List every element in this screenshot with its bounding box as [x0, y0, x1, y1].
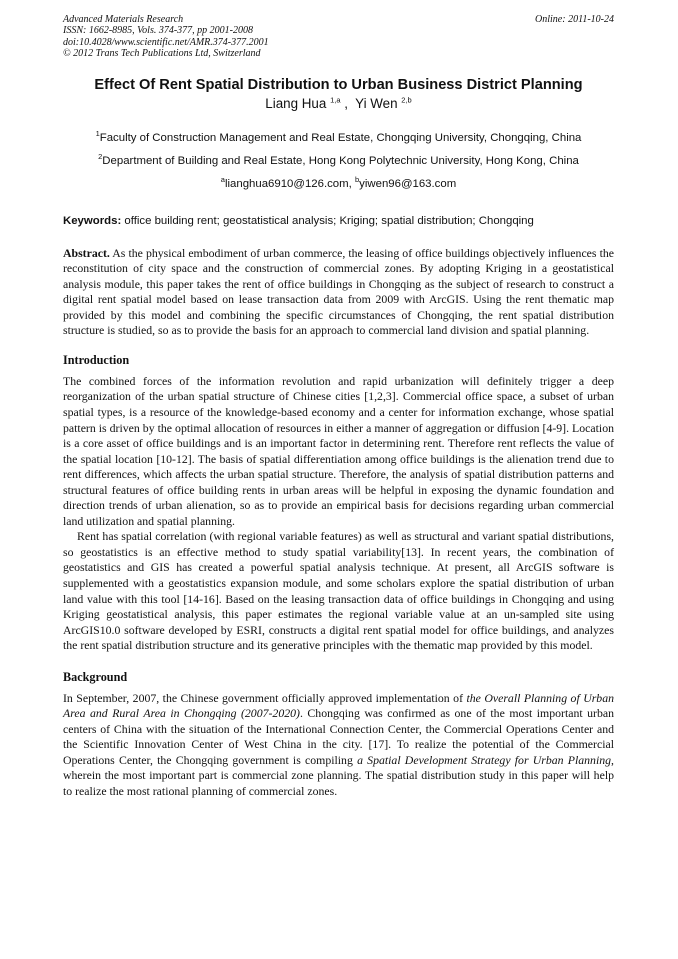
journal-header — [63, 14, 614, 60]
affiliation-text: Faculty of Construction Management and Real Estate, Chongqing University, Chongqing, China — [99, 131, 582, 144]
text-run: In September, 2007, the Chinese government officially approved implementation of — [63, 690, 467, 705]
affiliation-2 — [63, 151, 614, 169]
introduction-body — [63, 374, 614, 654]
text-run: , wherein the most important part is commercial zone planning. The spatial distribution study in this paper will help to realize the most rational planning of commercial zones. — [63, 752, 614, 799]
email-separator: , — [348, 177, 355, 190]
abstract — [63, 246, 614, 339]
email-superscript: b — [354, 174, 360, 184]
keywords — [63, 214, 614, 228]
affiliation-1 — [63, 128, 614, 146]
email-link[interactable]: yiwen96@163.com — [359, 177, 457, 190]
author-name: Yi Wen — [355, 95, 398, 111]
keywords-text: office building rent; geostatistical analysis; Kriging; spatial distribution; Chongqing — [121, 214, 534, 227]
affiliation-superscript: 1 — [95, 128, 100, 138]
author-line — [63, 95, 614, 113]
copyright-line: © 2012 Trans Tech Publications Ltd, Switzerland — [63, 48, 261, 60]
author-superscript: 2,b — [401, 95, 412, 105]
journal-name: Advanced Materials Research — [63, 14, 184, 25]
author-name: Liang Hua — [265, 95, 327, 111]
author-separator: , — [340, 95, 356, 111]
text-run: . Chongqing was confirmed as one of the most important urban centers of China with the situation of the International Connection Center, the Commercial Operations Center and the Scientific Innovation Center of West China in the city. [17]. To realize the potential of the Commercial Operations Center, the Chongqing government is compiling — [63, 706, 614, 767]
paper-title: Effect Of Rent Spatial Distribution to Urban Business District Planning — [94, 76, 583, 93]
affiliation-superscript: 2 — [98, 151, 103, 161]
author-superscript: 1,a — [330, 95, 341, 105]
abstract-text: As the physical embodiment of urban commerce, the leasing of office buildings objectively influences the reconstitution of city space and the construction of commercial zones. By adopting Kriging in a geostatistical analysis module, this paper takes the rent of office buildings in Chongqing as the subject of research to construct a digital rent spatial model based on lease transaction data from 2009 with ArcGIS. Using the rent thematic map provided by this model and combining the specific circumstances of Chongqing, the rent spatial distribution structure is studied, so as to provide the basis for an approach to commercial land division and spatial planning. — [63, 245, 614, 338]
paragraph — [63, 691, 614, 800]
email-superscript: a — [220, 174, 225, 184]
email-link[interactable]: lianghua6910@126.com — [224, 177, 349, 190]
section-heading-introduction: Introduction — [63, 352, 130, 367]
abstract-label: Abstract. — [63, 245, 110, 260]
italic-run: a Spatial Development Strategy for Urban Planning — [357, 752, 612, 767]
online-date: Online: 2011-10-24 — [535, 14, 614, 25]
paragraph: Rent has spatial correlation (with regional variable features) as well as structural and variant spatial distributions, so geostatistics is an effective method to study spatial variability[13]. In recent years, the combination of geostatistics and GIS has created a powerful spatial analysis technique. At present, all ArcGIS software is supplemented with a geostatistics expansion module, and some scholars explore the spatial distribution of urban land value with this tool [14-16]. Based on the leasing transaction data of office buildings in Chongqing and using Kriging geostatistical analysis, this paper estimates the regional variable value at an un-sampled site using ArcGIS10.0 software developed by ESRI, constructs a digital rent spatial model for office buildings, and analyzes the rent spatial distribution structure and its generative principles with the thematic map provided by this model. — [63, 529, 614, 653]
background-body — [63, 691, 614, 800]
paper-page — [63, 14, 614, 800]
affiliation-text: Department of Building and Real Estate, Hong Kong Polytechnic University, Hong Kong, China — [102, 154, 579, 167]
paragraph: The combined forces of the information revolution and rapid urbanization will definitely trigger a deep reorganization of the urban spatial structure of Chinese cities [1,2,3]. Commercial office space, a subset of urban spatial types, is a resource of the knowledge-based economy and a center for information exchange, whose spatial pattern is driven by the optimal allocation of resources in either a manner of aggregation or diffusion [4-9]. Location is a core asset of office buildings and is an important factor in determining rent. Therefore rent reflects the value of the spatial location [10-12]. The basis of spatial differentiation among office buildings is the alienation trend due to rent differences, which affects the urban spatial structure. Therefore, the analysis of spatial distribution patterns and structural features of office building rents in urban areas will be helpful in exposing the dynamic foundation and direction trends of urban alienation, so as to provide an empirical basis for decisions regarding urban commercial land utilization and spatial planning. — [63, 373, 614, 528]
issn-line: ISSN: 1662-8985, Vols. 374-377, pp 2001-2008 — [63, 25, 253, 37]
keywords-label: Keywords: — [63, 214, 122, 227]
email-line — [63, 174, 614, 192]
section-heading-background: Background — [63, 669, 128, 684]
italic-run: the Overall Planning of Urban Area and Rural Area in Chongqing (2007-2020) — [63, 690, 614, 721]
doi-line: doi:10.4028/www.scientific.net/AMR.374-377.2001 — [63, 36, 269, 48]
